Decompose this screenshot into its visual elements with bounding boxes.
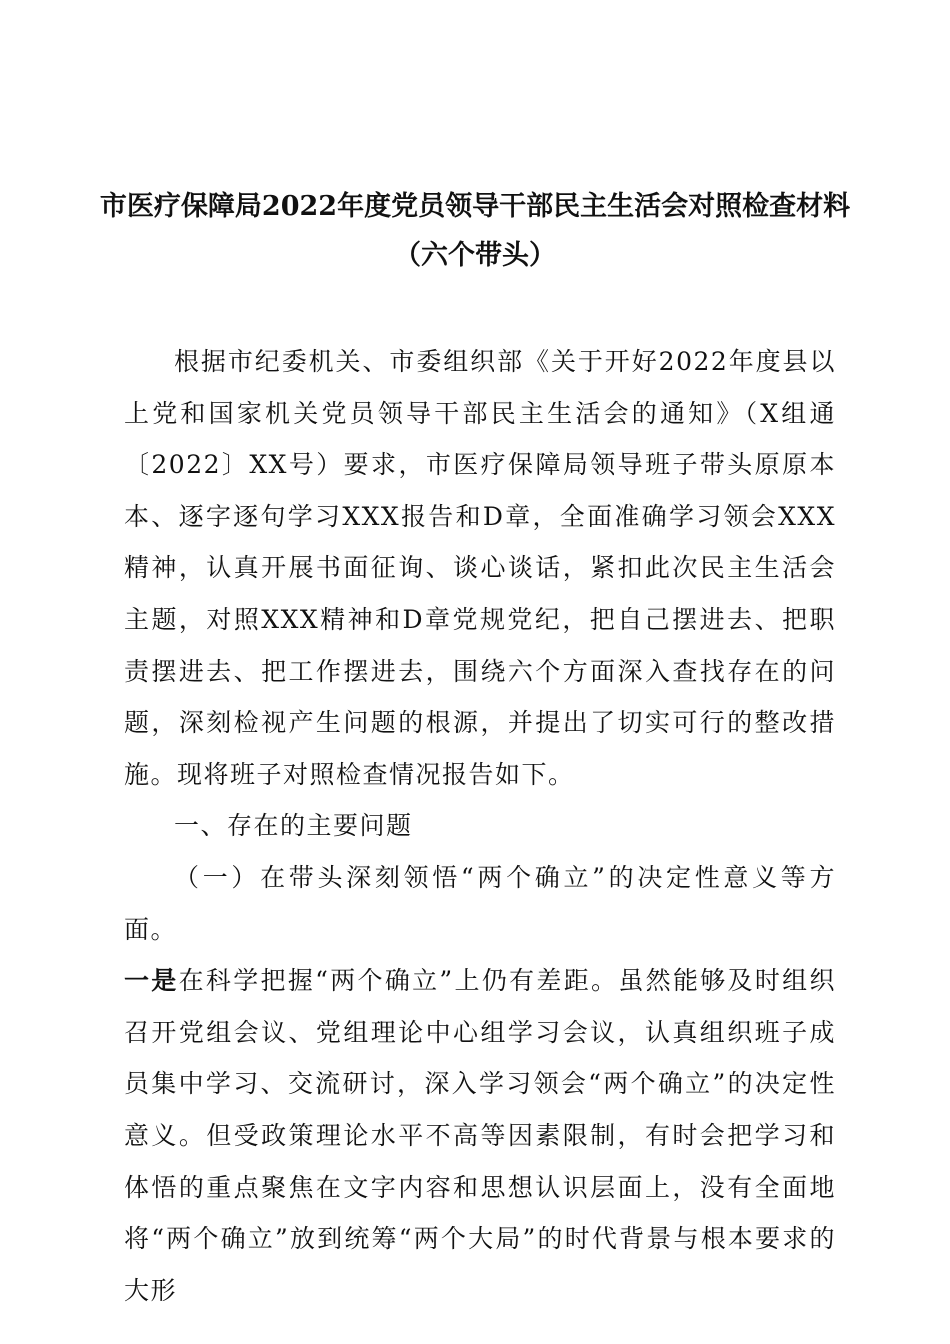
- section-heading: 一、存在的主要问题: [174, 811, 413, 841]
- point-paragraph: [124, 955, 836, 1316]
- subsection-heading: （一）在带头深刻领悟“两个确立”的决定性意义等方面。: [124, 862, 836, 944]
- point-lead: 一是: [124, 966, 179, 996]
- intro-paragraph: 根据市纪委机关、市委组织部《关于开好2022年度县以上党和国家机关党员领导干部民主生活会的通知》（X组通〔2022〕XX号）要求，市医疗保障局领导班子带头原原本本、逐字逐句学习XXX报告和D章，全面准确学习领会XXX精神，认真开展书面征询、谈心谈话，紧扣此次民主生活会主题，对照XXX精神和D章党规党纪，把自己摆进去、把职责摆进去、把工作摆进去，围绕六个方面深入查找存在的问题，深刻检视产生问题的根源，并提出了切实可行的整改措施。现将班子对照检查情况报告如下。: [124, 347, 836, 789]
- point-text: 在科学把握“两个确立”上仍有差距。虽然能够及时组织召开党组会议、党组理论中心组学习会议，认真组织班子成员集中学习、交流研讨，深入学习领会“两个确立”的决定性意义。但受政策理论水平不高等因素限制，有时会把学习和体悟的重点聚焦在文字内容和思想认识层面上，没有全面地将“两个确立”放到统筹“两个大局”的时代背景与根本要求的大形: [124, 966, 836, 1305]
- document-title: 市医疗保障局2022年度党员领导干部民主生活会对照检查材料: [99, 191, 851, 222]
- document-body: [124, 336, 836, 1316]
- document-subtitle: （六个带头）: [394, 240, 556, 271]
